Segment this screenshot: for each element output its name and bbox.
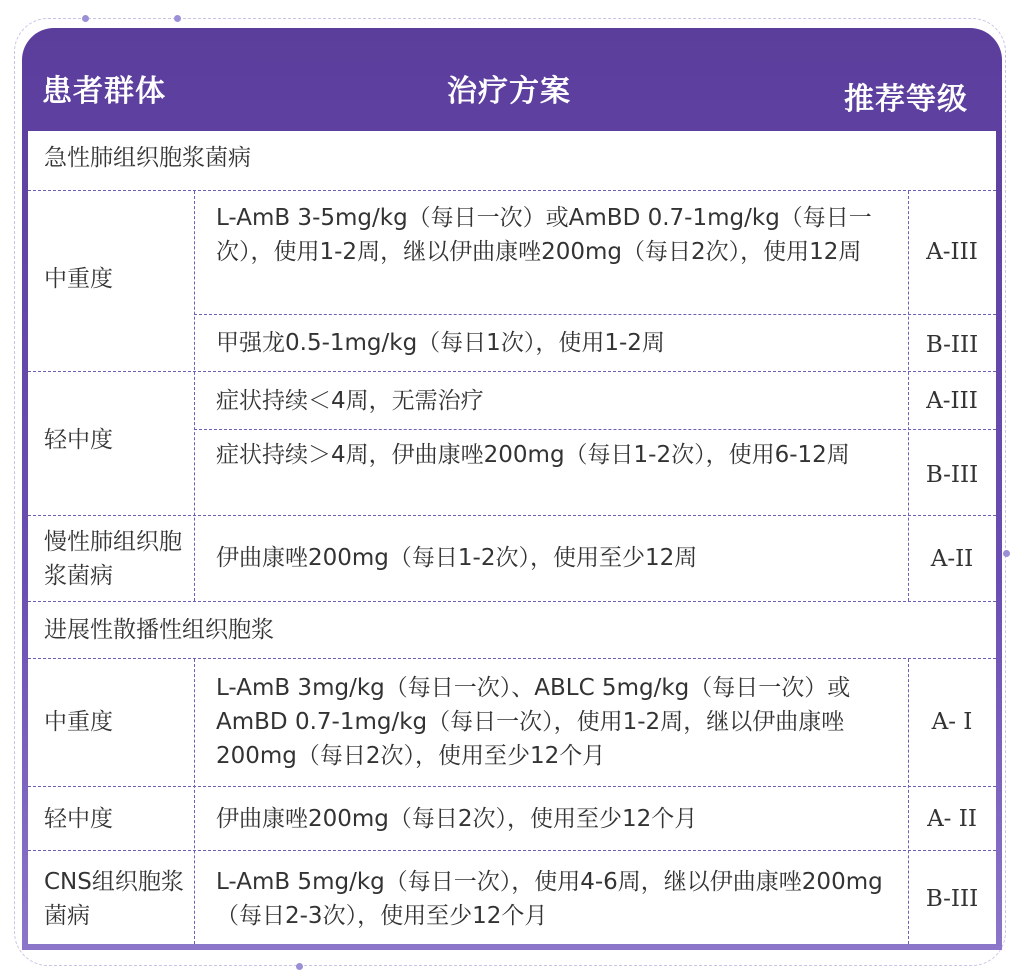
row-grade: B-III xyxy=(925,462,979,488)
row-grade: B-III xyxy=(925,886,979,912)
row-group: 中重度 xyxy=(44,266,113,292)
table-body xyxy=(28,131,996,944)
decor-dot xyxy=(82,15,89,22)
row-plan: L-AmB 3-5mg/kg（每日一次）或AmBD 0.7-1mg/kg（每日一次），使用1-2周，继以伊曲康唑200mg（每日2次），使用12周 xyxy=(216,205,872,265)
header-group: 患者群体 xyxy=(42,74,166,109)
table-card xyxy=(22,28,1002,950)
row-plan: 伊曲康唑200mg（每日1-2次），使用至少12周 xyxy=(216,545,698,571)
row-plan: 伊曲康唑200mg（每日2次），使用至少12个月 xyxy=(216,806,698,832)
row-grade: A- I xyxy=(931,709,973,735)
row-group: 轻中度 xyxy=(44,427,113,453)
section-title: 进展性散播性组织胞浆 xyxy=(44,617,274,643)
decor-dot xyxy=(1003,550,1010,557)
row-grade: A-III xyxy=(926,388,978,414)
row-group: CNS组织胞浆菌病 xyxy=(44,869,184,929)
row-grade: A-III xyxy=(926,239,978,265)
row-group: 中重度 xyxy=(44,709,113,735)
row-plan: 甲强龙0.5-1mg/kg（每日1次），使用1-2周 xyxy=(216,330,665,356)
row-plan: L-AmB 5mg/kg（每日一次），使用4-6周，继以伊曲康唑200mg（每日2-3次），使用至少12个月 xyxy=(216,869,883,929)
header-grade: 推荐等级 xyxy=(844,82,968,117)
row-group: 慢性肺组织胞浆菌病 xyxy=(44,529,182,589)
table-header xyxy=(22,28,1002,131)
row-group: 轻中度 xyxy=(44,806,113,832)
row-grade: A-II xyxy=(930,546,974,572)
decor-dot xyxy=(174,15,181,22)
row-grade: B-III xyxy=(925,332,979,358)
header-plan: 治疗方案 xyxy=(447,74,571,109)
row-plan: 症状持续＞4周，伊曲康唑200mg（每日1-2次），使用6-12周 xyxy=(216,442,850,468)
section-title: 急性肺组织胞浆菌病 xyxy=(44,145,251,171)
row-plan: L-AmB 3mg/kg（每日一次）、ABLC 5mg/kg（每日一次）或AmBD 0.7-1mg/kg（每日一次），使用1-2周，继以伊曲康唑200mg（每日2次），使用至少12个月 xyxy=(216,675,851,769)
row-plan: 症状持续＜4周，无需治疗 xyxy=(216,388,484,414)
decor-dot xyxy=(296,963,303,970)
row-grade: A- II xyxy=(927,806,977,832)
